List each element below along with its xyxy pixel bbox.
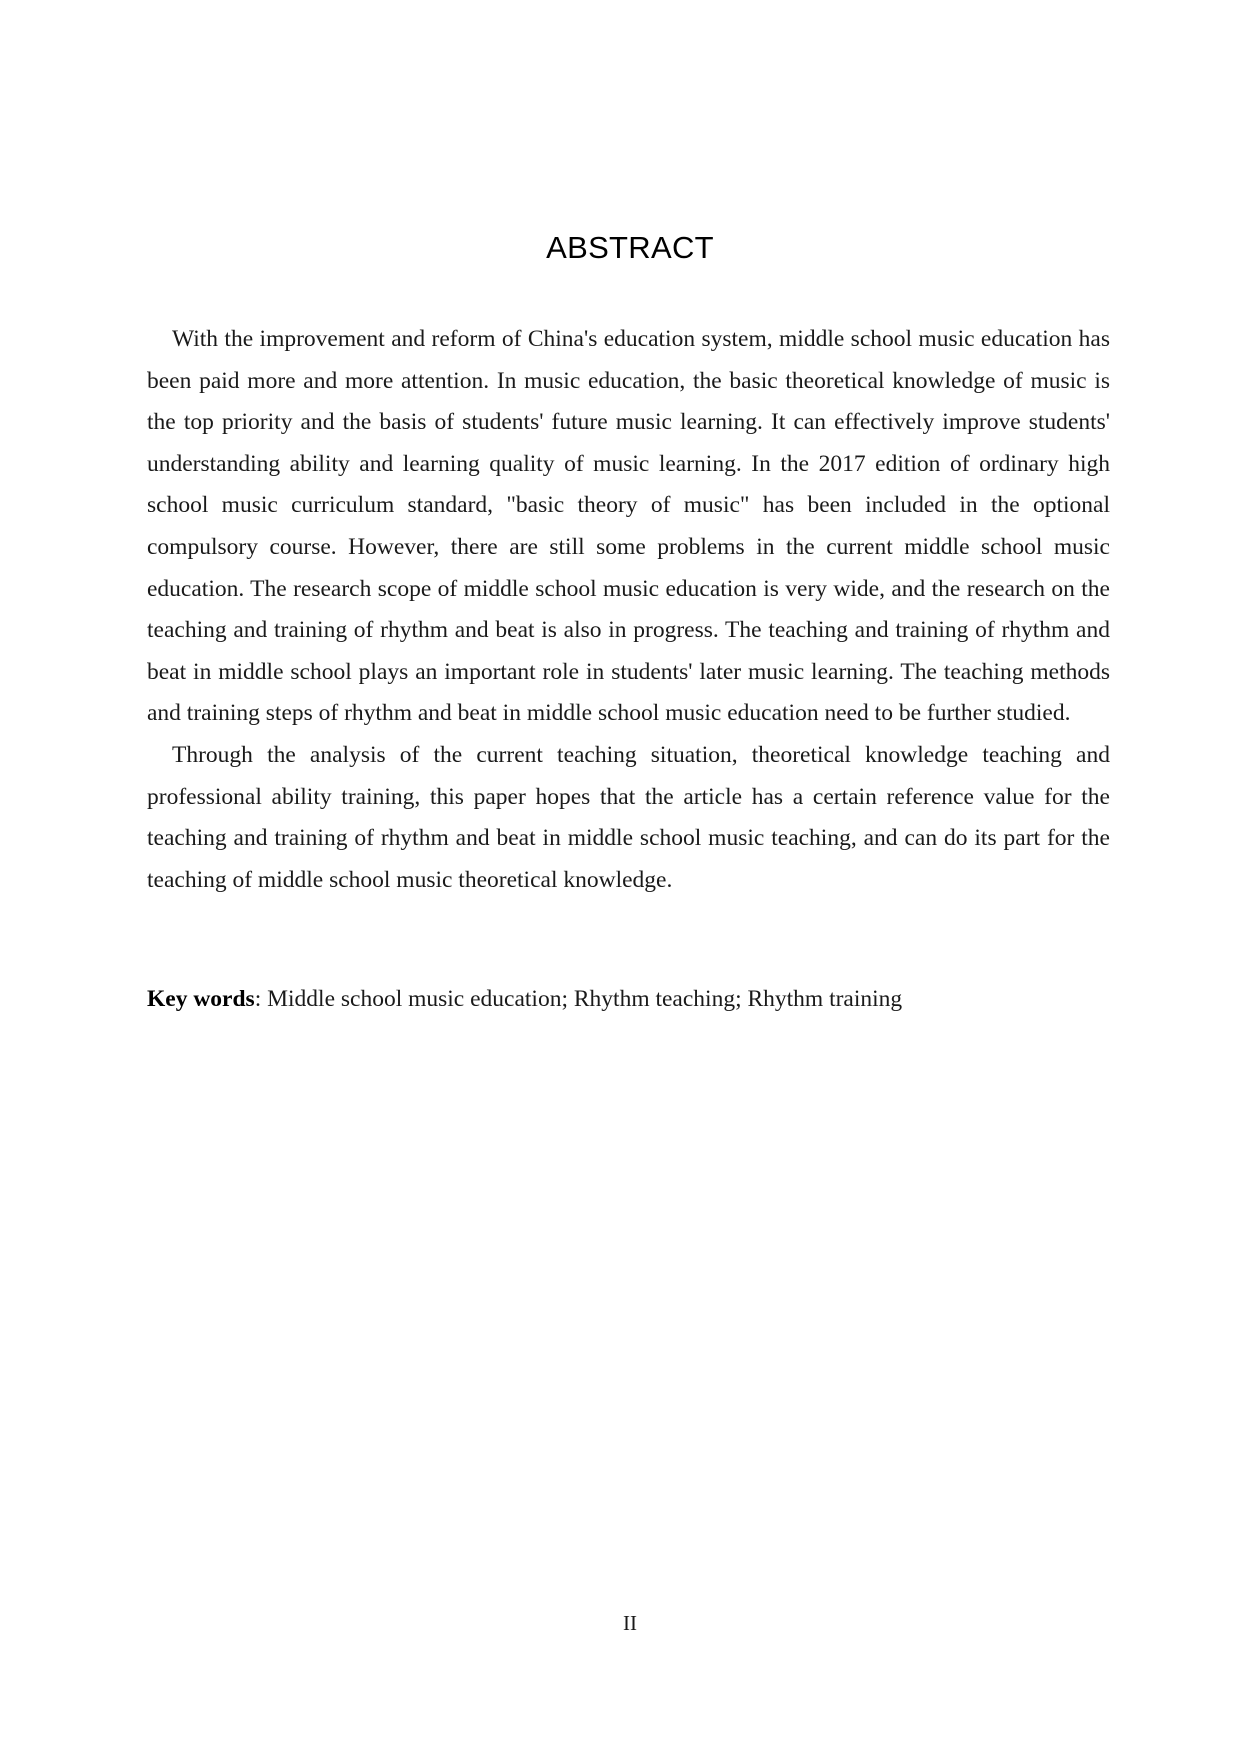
abstract-paragraph-1: With the improvement and reform of China's education system, middle school music education has been paid more and more attention. In music education, the basic theoretical knowledge of music is the top priority and the basis of students' future music learning. It can effectively improve students' understanding ability and learning quality of music learning. In the 2017 edition of ordinary high school music curriculum standard, "basic theory of music" has been included in the optional compulsory course. However, there are still some problems in the current middle school music education. The research scope of middle school music education is very wide, and the research on the teaching and training of rhythm and beat is also in progress. The teaching and training of rhythm and beat in middle school plays an important role in students' later music learning. The teaching methods and training steps of rhythm and beat in middle school music education need to be further studied. [147, 326, 1110, 727]
abstract-paragraph-2: Through the analysis of the current teaching situation, theoretical knowledge teaching and professional ability training, this paper hopes that the article has a certain reference value for the teaching and training of rhythm and beat in middle school music teaching, and can do its part for the teaching of middle school music theoretical knowledge. [147, 741, 1110, 893]
keywords-label: Key words [147, 986, 255, 1012]
abstract-title: ABSTRACT [546, 230, 714, 265]
keywords-separator: : [254, 986, 268, 1012]
page-number: II [623, 1611, 637, 1635]
keywords-line [147, 979, 1110, 1019]
keywords-text: Middle school music education; Rhythm teaching; Rhythm training [267, 986, 903, 1012]
abstract-body [147, 319, 1110, 901]
